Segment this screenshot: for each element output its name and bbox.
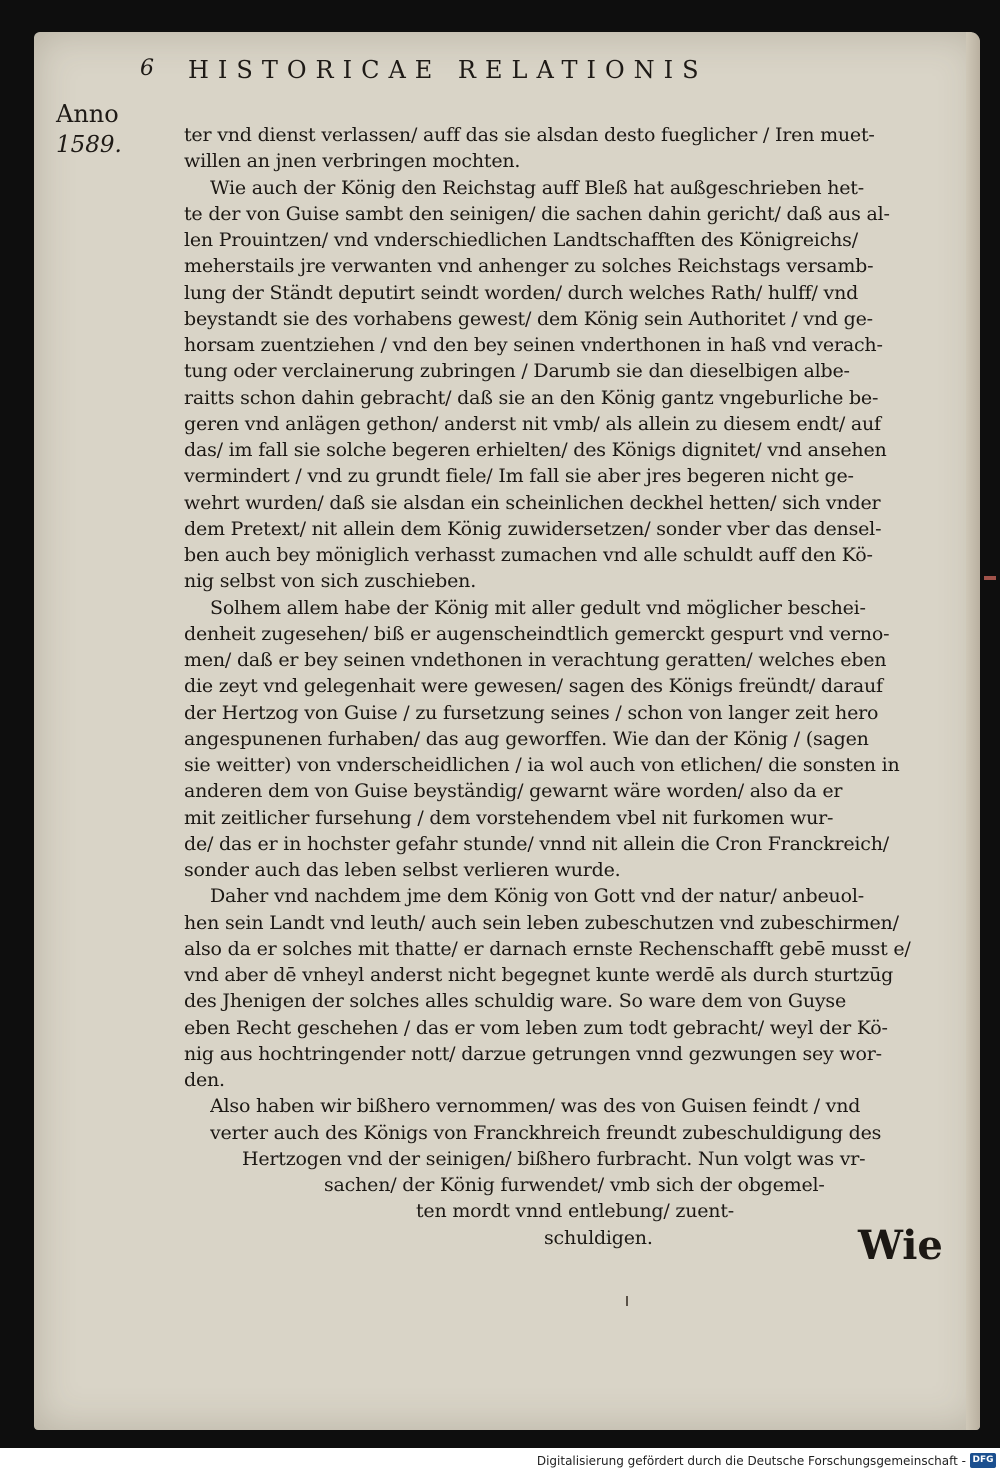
- text-line: anderen dem von Guise beyständig/ gewarnt wäre worden/ also da er: [184, 780, 843, 803]
- running-head: [140, 56, 920, 86]
- text-line: nig selbst von sich zuschieben.: [184, 570, 477, 593]
- footer-bar: [0, 1448, 1000, 1474]
- text-line: der Hertzog von Guise / zu fursetzung seines / schon von langer zeit hero: [184, 701, 879, 724]
- text-line: schuldigen.: [544, 1226, 653, 1249]
- text-line: meherstails jre verwanten vnd anhenger zu solches Reichstags versamb-: [184, 255, 874, 278]
- text-line: geren vnd anlägen gethon/ anderst nit vmb/ als allein zu diesem endt/ auf: [184, 412, 881, 435]
- text-line: Wie auch der König den Reichstag auff Bleß hat außgeschrieben het-: [210, 176, 864, 199]
- text-line: den.: [184, 1069, 225, 1091]
- margin-year: 1589.: [56, 132, 122, 158]
- text-line: ben auch bey möniglich verhasst zumachen vnd alle schuldt auff den Kö-: [184, 544, 873, 566]
- text-line: eben Recht geschehen / das er vom leben zum todt gebracht/ weyl der Kö-: [184, 1016, 888, 1039]
- text-line: len Prouintzen/ vnd vnderschiedlichen Landtschafften des Königreichs/: [184, 229, 858, 251]
- edge-mark: [984, 576, 996, 580]
- text-line: sachen/ der König furwendet/ vmb sich der obgemel-: [324, 1174, 825, 1196]
- text-line: dem Pretext/ nit allein dem König zuwidersetzen/ sonder vber das densel-: [184, 517, 882, 540]
- margin-anno: Anno: [56, 100, 119, 128]
- text-line: sie weitter) von vnderscheidlichen / ia wol auch von etlichen/ die sonsten in: [184, 754, 900, 776]
- text-line: beystandt sie des vorhabens gewest/ dem König sein Authoritet / vnd ge-: [184, 307, 873, 330]
- text-line: vermindert / vnd zu grundt fiele/ Im fall sie aber jres begeren nicht ge-: [184, 465, 854, 488]
- text-line: Hertzogen vnd der seinigen/ bißhero furbracht. Nun volgt was vr-: [242, 1147, 866, 1170]
- text-line: verter auch des Königs von Franckhreich freundt zubeschuldigung des: [210, 1121, 882, 1144]
- text-line: mit zeitlicher fursehung / dem vorstehendem vbel nit furkomen wur-: [184, 806, 834, 829]
- text-line: horsam zuentziehen / vnd den bey seinen vnderthonen in haß vnd verach-: [184, 334, 883, 356]
- text-line: ten mordt vnnd entlebung/ zuent-: [416, 1200, 735, 1223]
- text-line: Daher vnd nachdem jme dem König von Gott vnd der natur/ anbeuol-: [210, 885, 864, 908]
- text-line: te der von Guise sambt den seinigen/ die sachen dahin gericht/ daß aus al-: [184, 202, 890, 225]
- page-edge: [966, 32, 980, 1430]
- text-line: nig aus hochtringender nott/ darzue getrungen vnnd gezwungen sey wor-: [184, 1042, 882, 1065]
- text-line: men/ daß er bey seinen vndethonen in verachtung geratten/ welches eben: [184, 649, 887, 671]
- text-line: ter vnd dienst verlassen/ auff das sie alsdan desto fueglicher / Iren muet-: [184, 124, 875, 146]
- text-line: de/ das er in hochster gefahr stunde/ vnnd nit allein die Cron Franckreich/: [184, 832, 889, 855]
- text-line: des Jhenigen der solches alles schuldig ware. So ware dem von Guyse: [184, 990, 847, 1013]
- text-line: raitts schon dahin gebracht/ daß sie an den König gantz vngeburliche be-: [184, 386, 879, 409]
- text-line: wehrt wurden/ daß sie alsdan ein scheinlichen deckhel hetten/ sich vnder: [184, 491, 881, 514]
- text-line: tung oder verclainerung zubringen / Darumb sie dan dieselbigen albe-: [184, 360, 850, 383]
- catchword: Wie: [858, 1222, 943, 1269]
- text-line: also da er solches mit thatte/ er darnach ernste Rechenschafft gebē musst e/: [184, 937, 911, 960]
- text-line: das/ im fall sie solche begeren erhielten/ des Königs dignitet/ vnd ansehen: [184, 439, 887, 461]
- text-line: die zeyt vnd gelegenhait were gewesen/ sagen des Königs freündt/ darauf: [184, 675, 883, 698]
- text-line: angespunenen furhaben/ das aug geworffen. Wie dan der König / (sagen: [184, 727, 869, 750]
- text-line: Also haben wir bißhero vernommen/ was des von Guisen feindt / vnd: [210, 1095, 861, 1118]
- text-line: denheit zugesehen/ biß er augenscheindtlich gemerckt gespurt vnd verno-: [184, 622, 890, 645]
- running-title: HISTORICAE RELATIONIS: [188, 56, 708, 84]
- text-line: lung der Ständt deputirt seindt worden/ durch welches Rath/ hulff/ vnd: [184, 281, 859, 304]
- text-line: vnd aber dē vnheyl anderst nicht begegnet kunte werdē als durch sturtzūg: [184, 964, 894, 986]
- text-line: willen an jnen verbringen mochten.: [184, 150, 521, 173]
- text-line: Solhem allem habe der König mit aller gedult vnd möglicher beschei-: [210, 596, 866, 619]
- text-line: sonder auch das leben selbst verlieren wurde.: [184, 859, 621, 881]
- page-number: 6: [140, 56, 154, 81]
- dfg-logo: DFG: [970, 1453, 996, 1468]
- ink-mark: [626, 1296, 628, 1306]
- text-line: hen sein Landt vnd leuth/ auch sein leben zubeschutzen vnd zubeschirmen/: [184, 911, 899, 934]
- footer-credit: Digitalisierung gefördert durch die Deutsche Forschungsgemeinschaft -: [536, 1454, 966, 1468]
